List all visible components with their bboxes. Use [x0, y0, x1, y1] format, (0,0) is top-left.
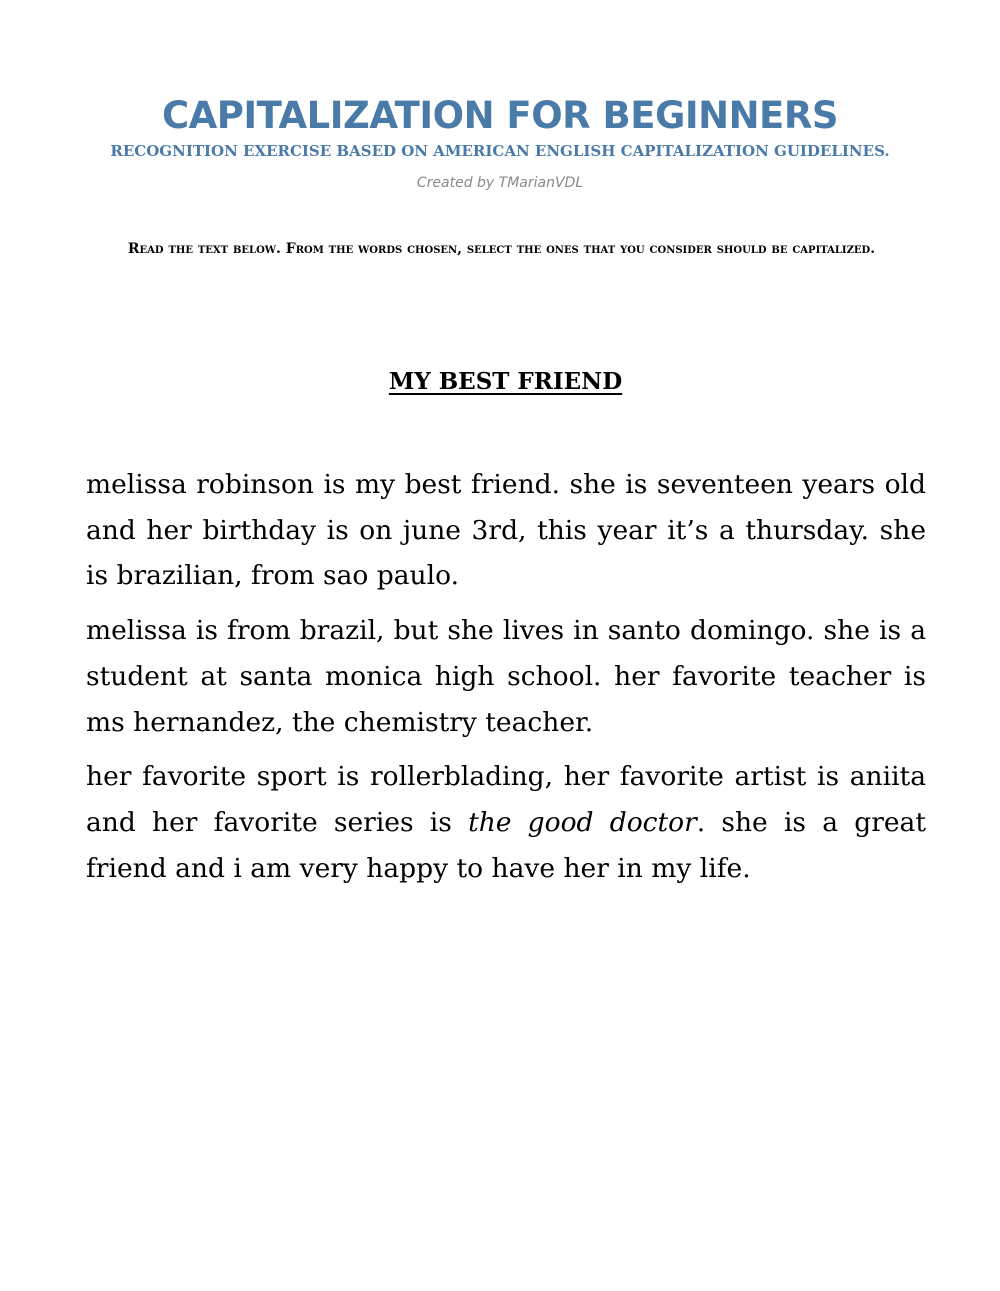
passage-paragraph-2: melissa is from brazil, but she lives in santo domingo. she is a student at santa monica high school. her favorite teacher is ms hernandez, the chemistry teacher.	[86, 615, 926, 738]
author-credit: Created by TMarianVDL	[416, 175, 584, 191]
passage-paragraph-3	[86, 754, 926, 891]
page-subtitle: RECOGNITION EXERCISE BASED ON AMERICAN ENGLISH CAPITALIZATION GUIDELINES.	[110, 142, 890, 160]
passage-title: MY BEST FRIEND	[388, 368, 623, 395]
exercise-instructions: Read the text below. From the words chosen, select the ones that you consider should be capitalized.	[127, 241, 876, 257]
series-title: the good doctor	[468, 806, 697, 838]
paragraph-3-text-before: her favorite sport is rollerblading, her favorite artist is aniita and her favorite series is	[86, 761, 926, 838]
paragraph-3-text-after: . she is a great friend and i am very happy to have her in my life.	[86, 806, 926, 884]
passage-body	[86, 462, 926, 900]
page-title: CAPITALIZATION FOR BEGINNERS	[162, 94, 838, 137]
passage-paragraph-1: melissa robinson is my best friend. she is seventeen years old and her birthday is on june 3rd, this year it’s a thursday. she is brazilian, from sao paulo.	[86, 469, 926, 592]
